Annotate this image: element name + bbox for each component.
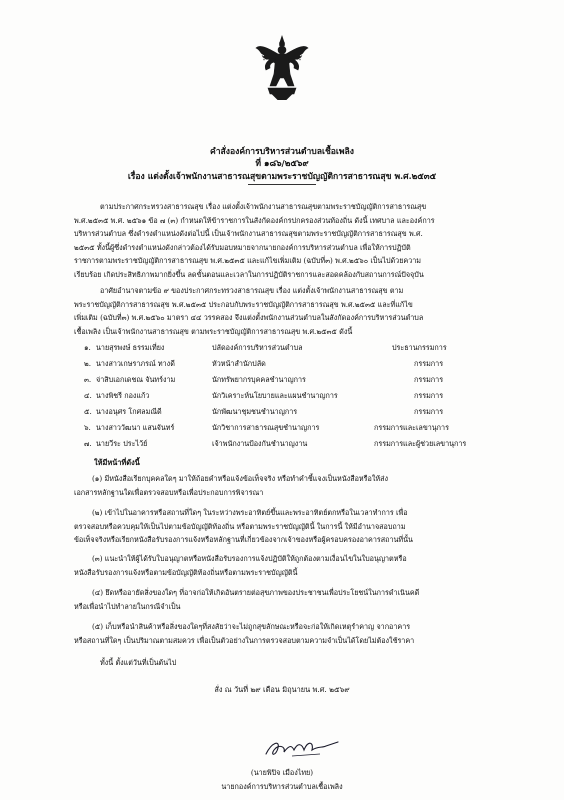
text-line: หนังสือรับรองการแจ้งหรือตามข้อบัญญัติท้องถิ่นหรือตามพระราชบัญญัตินี้ (74, 567, 298, 577)
member-name: นางอนุศร โกศลมณีดี (96, 407, 162, 416)
text-line: (๑) มีหนังสือเรียกบุคคลใดๆ มาให้ถ้อยคำหรือแจ้งข้อเท็จจริง หรือทำคำชี้แจงเป็นหนังสือหรือให้ส่ง (92, 474, 388, 483)
text-line: เพิ่มเติม (ฉบับที่๓) พ.ศ.๒๕๖๐ มาตรา ๔๔ วรรคสอง จึงแต่งตั้งพนักงานส่วนตำบลในสังกัดองค์การบริหารส่วนตำบล (74, 313, 424, 323)
text-line: ตามประกาศกระทรวงสาธารณสุข เรื่อง แต่งตั้งเจ้าพนักงานสาธารณสุขตามพระราชบัญญัติการสาธารณสุข (100, 202, 427, 211)
order-number: ที่ ๑๘๖/๒๕๖๙ (255, 159, 309, 169)
member-name: นางสาววัฒนา แสนจันทร์ (96, 423, 175, 432)
member-position: นักวิชาการสาธารณสุขชำนาญการ (212, 423, 320, 432)
member-number: ๔. (84, 391, 92, 400)
member-number: ๖. (84, 423, 91, 432)
member-number: ๓. (84, 375, 92, 384)
duty-item (74, 506, 506, 547)
text-line: เรียบร้อย เกิดประสิทธิภาพมากยิ่งขึ้น ลดขั้นตอนและเวลาในการปฏิบัติราชการและสอดคล้องกับสถานการณ์ปัจจุบัน (74, 269, 424, 279)
member-position: เจ้าพนักงานป้องกันชำนาญงาน (212, 439, 308, 448)
member-row (84, 423, 524, 439)
text-line: ข้อเท็จจริงหรือเรียกหนังสือรับรองการแจ้งหรือหลักฐานที่เกี่ยวข้องจากเจ้าของหรือผู้ครอบครองอาคารสถานที่นั้น (74, 535, 413, 545)
text-line: (๔) ยึดหรืออายัดสิ่งของใดๆ ที่อาจก่อให้เกิดอันตรายต่อสุขภาพของประชาชนเพื่อประโยชน์ในการดำเนินคดี (92, 588, 420, 597)
header-divider (248, 184, 316, 185)
member-row (84, 439, 524, 455)
member-name: นางสาวเกษราภรณ์ ทางดี (96, 359, 175, 368)
duty-item (74, 552, 506, 579)
member-name: จ่าสิบเอกเดชณ จันทร์งาม (96, 375, 176, 384)
member-position: นักวิเคราะห์นโยบายและแผนชำนาญการ (212, 391, 338, 400)
member-role: กรรมการและเลขานุการ (374, 423, 449, 432)
member-row (84, 391, 524, 407)
text-line: พ.ศ.๒๕๓๕ พ.ศ. ๒๕๖๑ ข้อ ๗ (๓) กำหนดให้ข้าราชการในสังกัดองค์กรปกครองส่วนท้องถิ่น ดังนี้ เทศบาล และองค์การ (74, 215, 435, 225)
member-row (84, 343, 524, 359)
member-position: นักพัฒนาชุมชนชำนาญการ (212, 407, 298, 416)
member-row (84, 359, 524, 375)
text-line: ๒๕๓๕ ทั้งนี้ผู้ซึ่งดำรงตำแหน่งดังกล่าวต้องได้รับมอบหมายจากนายกองค์การบริหารส่วนตำบล เพื่อให้การปฏิบัติ (74, 242, 411, 252)
garuda-emblem-icon (254, 34, 310, 100)
handwritten-signature (262, 734, 342, 762)
member-role: กรรมการ (414, 359, 444, 368)
paragraph-background (74, 200, 506, 282)
member-role: กรรมการ (414, 375, 444, 384)
text-line: หรือสถานที่ใดๆ เป็นปริมาณตามสมควร เพื่อเป็นตัวอย่างในการตรวจสอบตามความจำเป็นได้โดยไม่ต้องใช้ราคา (74, 635, 415, 645)
order-date: สั่ง ณ วันที่ ๒๙ เดือน มิถุนายน พ.ศ. ๒๕๖๙ (214, 685, 350, 694)
text-line: พระราชบัญญัติการสาธารณสุข พ.ศ.๒๕๓๕ ประกอบกับพระราชบัญญัติการสาธารณสุข พ.ศ.๒๕๓๕ และที่แก้ไข (74, 299, 413, 309)
member-position: หัวหน้าสำนักปลัด (212, 359, 266, 368)
signatory-name: (นายพิปิจ เมืองไทย) (250, 768, 314, 777)
signatory-title: นายกองค์การบริหารส่วนตำบลเชื้อเพลิง (221, 782, 343, 791)
paragraph-authority (74, 284, 506, 338)
member-position: นักทรัพยากรบุคคลชำนาญการ (212, 375, 306, 384)
member-name: นายวีระ ประไว้ย์ (96, 439, 148, 448)
member-name: นายสุรพงษ์ ธรรมเที่ยง (96, 343, 165, 352)
duty-item (74, 586, 506, 613)
duty-item (74, 620, 506, 647)
member-row (84, 407, 524, 423)
member-number: ๗. (84, 439, 92, 448)
member-name: นางพิชรี กองแก้ว (96, 391, 150, 400)
text-line: เอกสารหลักฐานใดเพื่อตรวจสอบหรือเพื่อประกอบการพิจารณา (74, 487, 264, 497)
text-line: อาศัยอำนาจตามข้อ ๙ ของประกาศกระทรวงสาธารณสุข เรื่อง แต่งตั้งเจ้าพนักงานสาธารณสุข ตาม (100, 286, 404, 295)
order-issuer: คำสั่งองค์การบริหารส่วนตำบลเชื้อเพลิง (209, 147, 354, 157)
member-number: ๑. (84, 343, 91, 352)
member-role: กรรมการ (414, 391, 444, 400)
text-line: เชื้อเพลิง เป็นเจ้าพนักงานสาธารณสุข ตามพระราชบัญญัติการสาธารณสุข พ.ศ.๒๕๓๕ ดังนี้ (74, 326, 353, 336)
member-role: กรรมการและผู้ช่วยเลขานุการ (374, 439, 467, 448)
member-number: ๒. (84, 359, 92, 368)
text-line: (๓) แนะนำให้ผู้ได้รับใบอนุญาตหรือหนังสือรับรองการแจ้งปฏิบัติให้ถูกต้องตามเงื่อนไขในใบอนุญาตหรือ (92, 554, 407, 563)
member-number: ๕. (84, 407, 92, 416)
order-subject: เรื่อง แต่งตั้งเจ้าพนักงานสาธารณสุขตามพระราชบัญญัติการสาธารณสุข พ.ศ.๒๕๓๕ (127, 172, 437, 182)
member-role: ประธานกรรมการ (392, 343, 447, 352)
text-line: บริหารส่วนตำบล ซึ่งดำรงตำแหน่งดังต่อไปนี้ เป็นเจ้าพนักงานสาธารณสุขตามพระราชบัญญัติการสาธารณสุข พ.ศ. (74, 229, 423, 239)
text-line: หรือเพื่อนำไปทำลายในกรณีจำเป็น (74, 601, 181, 611)
duties-heading: ให้มีหน้าที่ดังนี้ (94, 458, 140, 467)
text-line: ราชการตามพระราชบัญญัติการสาธารณสุข พ.ศ.๒๕๓๕ และแก้ไขเพิ่มเติม (ฉบับที่๓) พ.ศ.๒๕๖๐ เป็นไปด้วยความ (74, 256, 422, 266)
member-row (84, 375, 524, 391)
effective-statement: ทั้งนี้ ตั้งแต่วันที่เป็นต้นไป (100, 658, 177, 667)
text-line: (๒) เข้าไปในอาคารหรือสถานที่ใดๆ ในระหว่างพระอาทิตย์ขึ้นและพระอาทิตย์ตกหรือในเวลาทำการ เพื่อ (92, 508, 408, 517)
duty-item (74, 472, 506, 499)
text-line: (๕) เก็บหรือนำสินค้าหรือสิ่งของใดๆที่สงสัยว่าจะไม่ถูกสุขลักษณะหรือจะก่อให้เกิดเหตุรำคาญ จากอาคาร (92, 622, 411, 631)
text-line: ตรวจสอบหรือควบคุมให้เป็นไปตามข้อบัญญัติท้องถิ่น หรือตามพระราชบัญญัตินี้ ในการนี้ ให้มีอำนาจสอบถาม (74, 521, 406, 531)
member-position: ปลัดองค์การบริหารส่วนตำบล (212, 343, 303, 352)
member-role: กรรมการ (414, 407, 444, 416)
